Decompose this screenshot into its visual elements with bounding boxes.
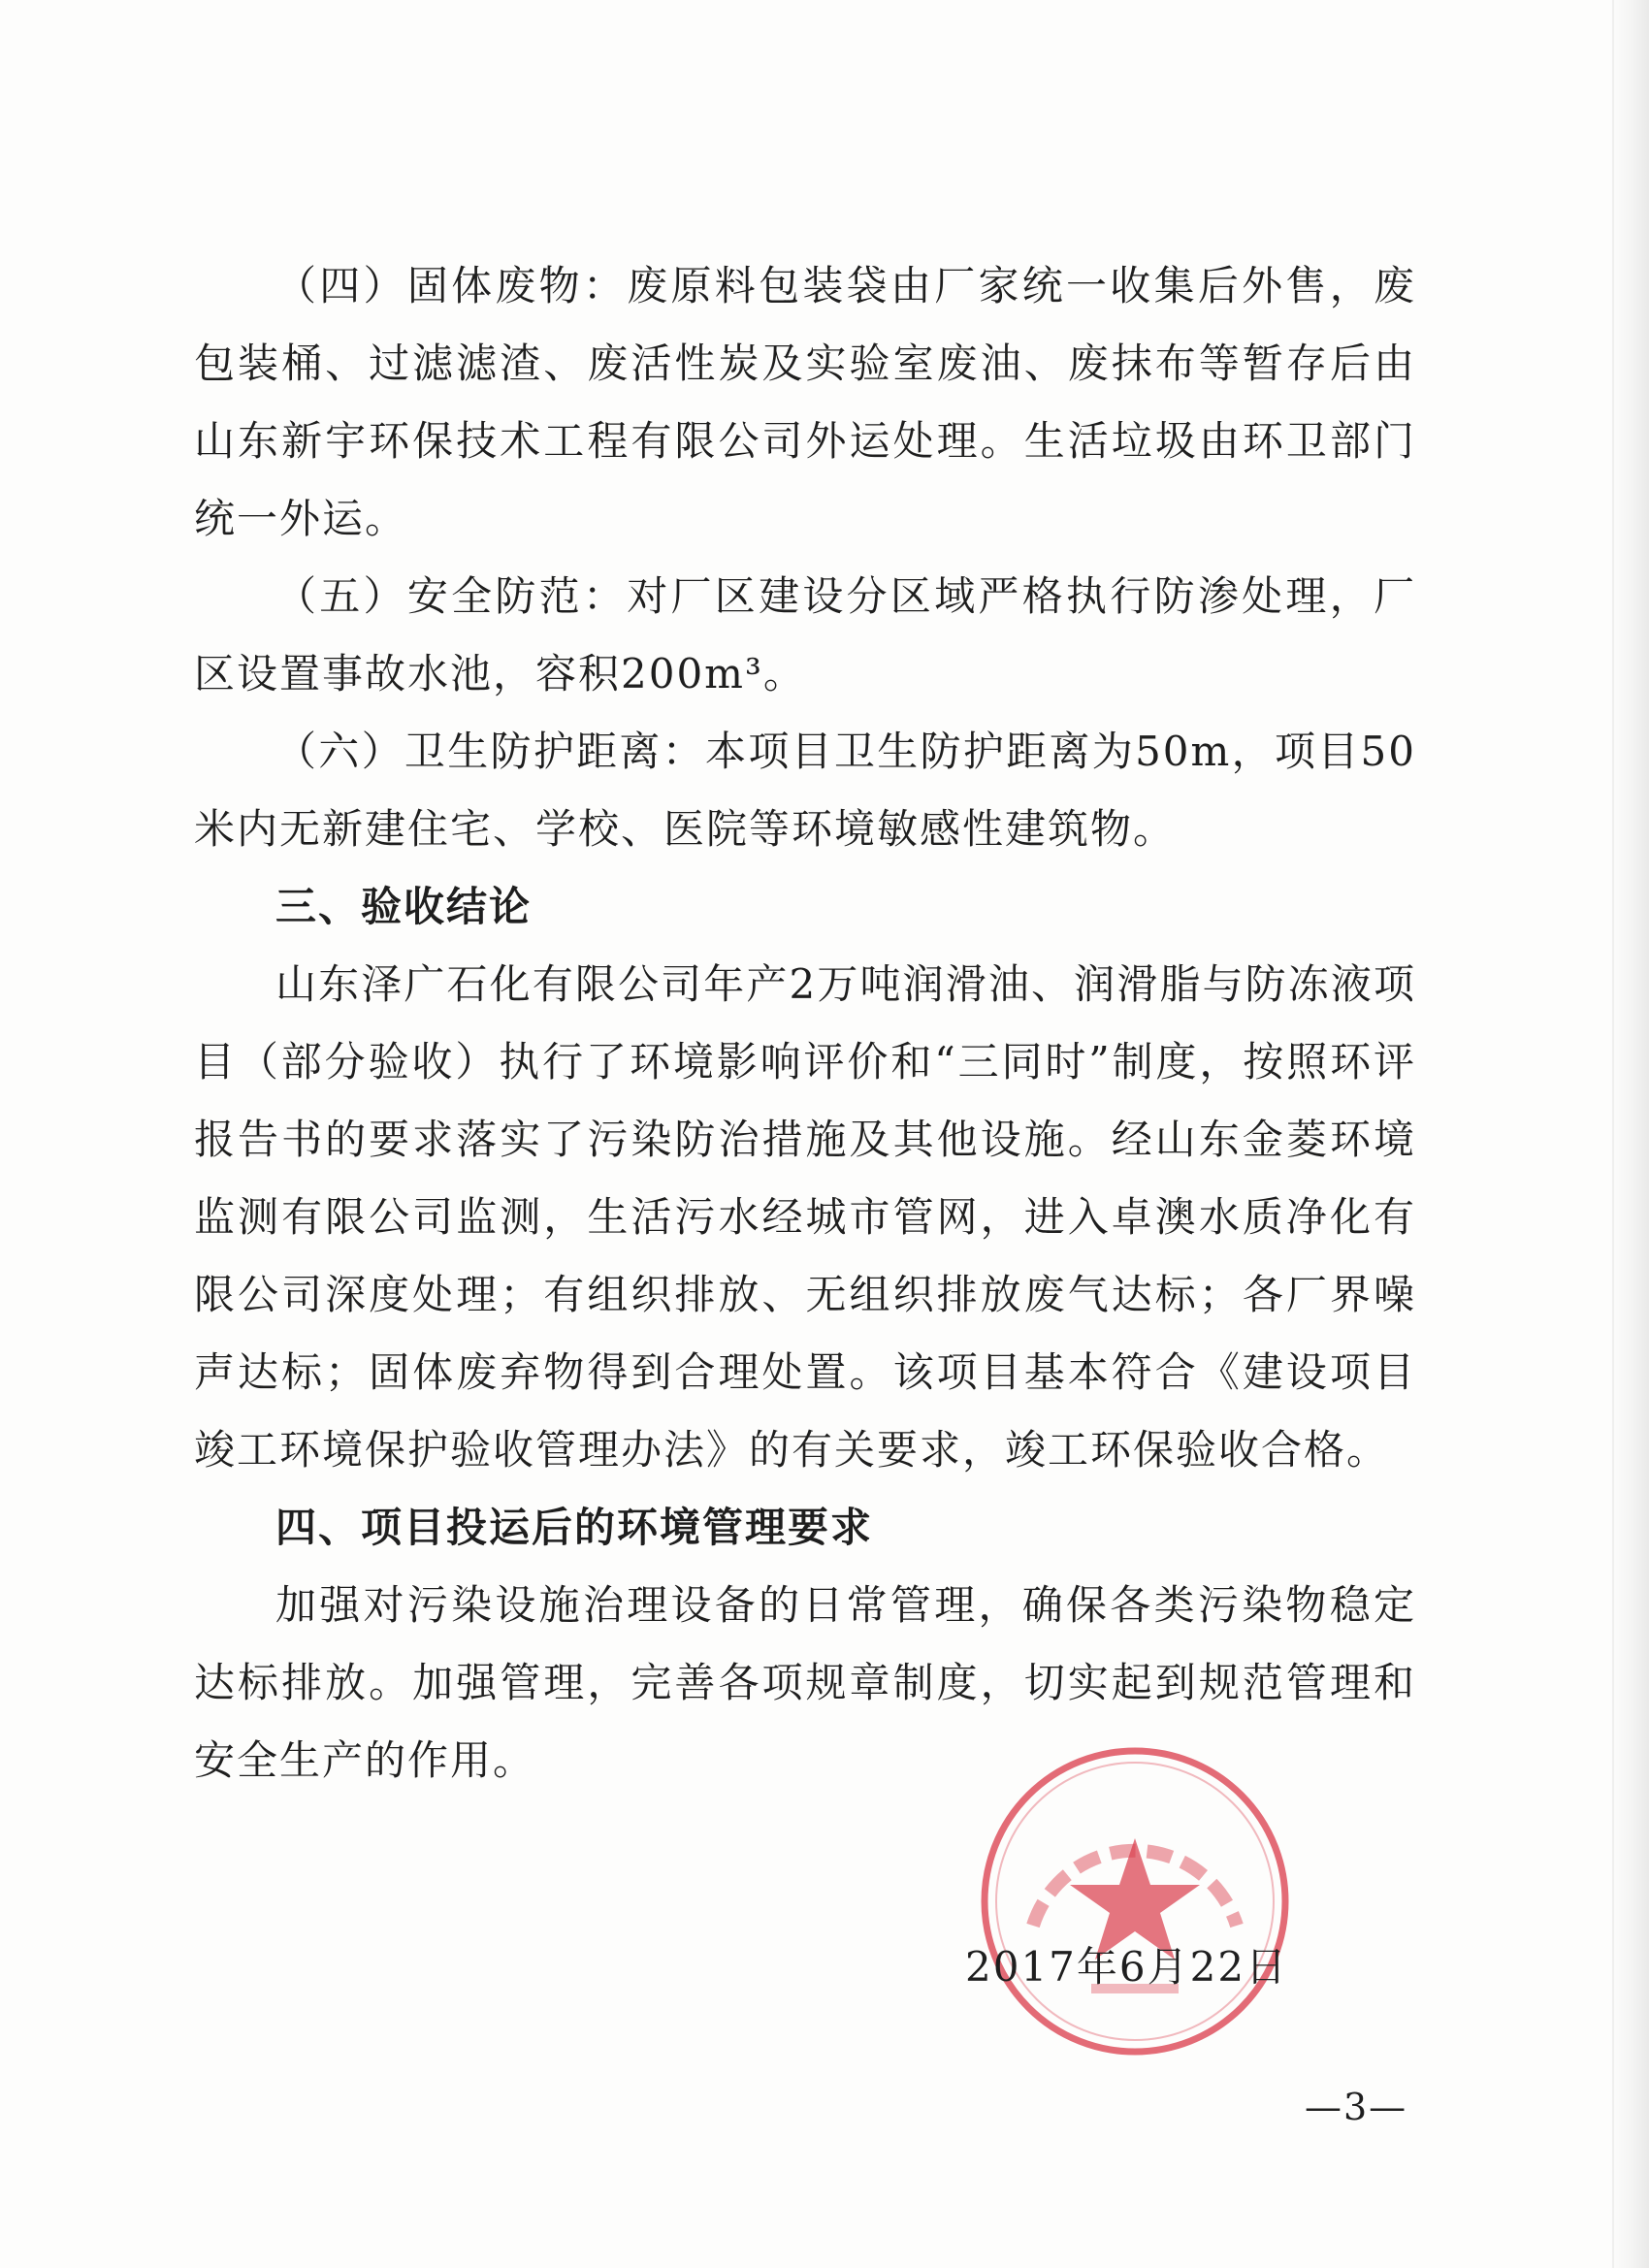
page-edge-line — [1612, 0, 1614, 2268]
paragraph-conclusion: 山东泽广石化有限公司年产2万吨润滑油、润滑脂与防冻液项目（部分验收）执行了环境影响评价和“三同时”制度，按照环评报告书的要求落实了污染防治措施及其他设施。经山东金菱环境监测有限公司监测，生活污水经城市管网，进入卓澳水质净化有限公司深度处理；有组织排放、无组织排放废气达标；各厂界噪声达标；固体废弃物得到合理处置。该项目基本符合《建设项目竣工环境保护验收管理办法》的有关要求，竣工环保验收合格。 — [194, 960, 1416, 1474]
document-body — [194, 247, 1416, 1799]
page-number: —3— — [1305, 2086, 1408, 2128]
paragraph-health-distance: （六）卫生防护距离：本项目卫生防护距离为50m，项目50米内无新建住宅、学校、医院等环境敏感性建筑物。 — [194, 728, 1416, 853]
document-date: 2017年6月22日 — [965, 1943, 1289, 1991]
page-edge-shadow — [1610, 0, 1649, 2268]
heading-management-requirements: 四、项目投运后的环境管理要求 — [275, 1504, 874, 1551]
paragraph-solid-waste: （四）固体废物：废原料包装袋由厂家统一收集后外售，废包装桶、过滤滤渣、废活性炭及实验室废油、废抹布等暂存后由山东新宇环保技术工程有限公司外运处理。生活垃圾由环卫部门统一外运。 — [194, 262, 1416, 542]
heading-acceptance-conclusion: 三、验收结论 — [275, 883, 533, 930]
official-seal-icon — [975, 1741, 1295, 2061]
paragraph-safety: （五）安全防范：对厂区建设分区域严格执行防渗处理，厂区设置事故水池，容积200m³。 — [194, 572, 1416, 697]
paragraph-requirements: 加强对污染设施治理设备的日常管理，确保各类污染物稳定达标排放。加强管理，完善各项规章制度，切实起到规范管理和安全生产的作用。 — [194, 1581, 1416, 1784]
